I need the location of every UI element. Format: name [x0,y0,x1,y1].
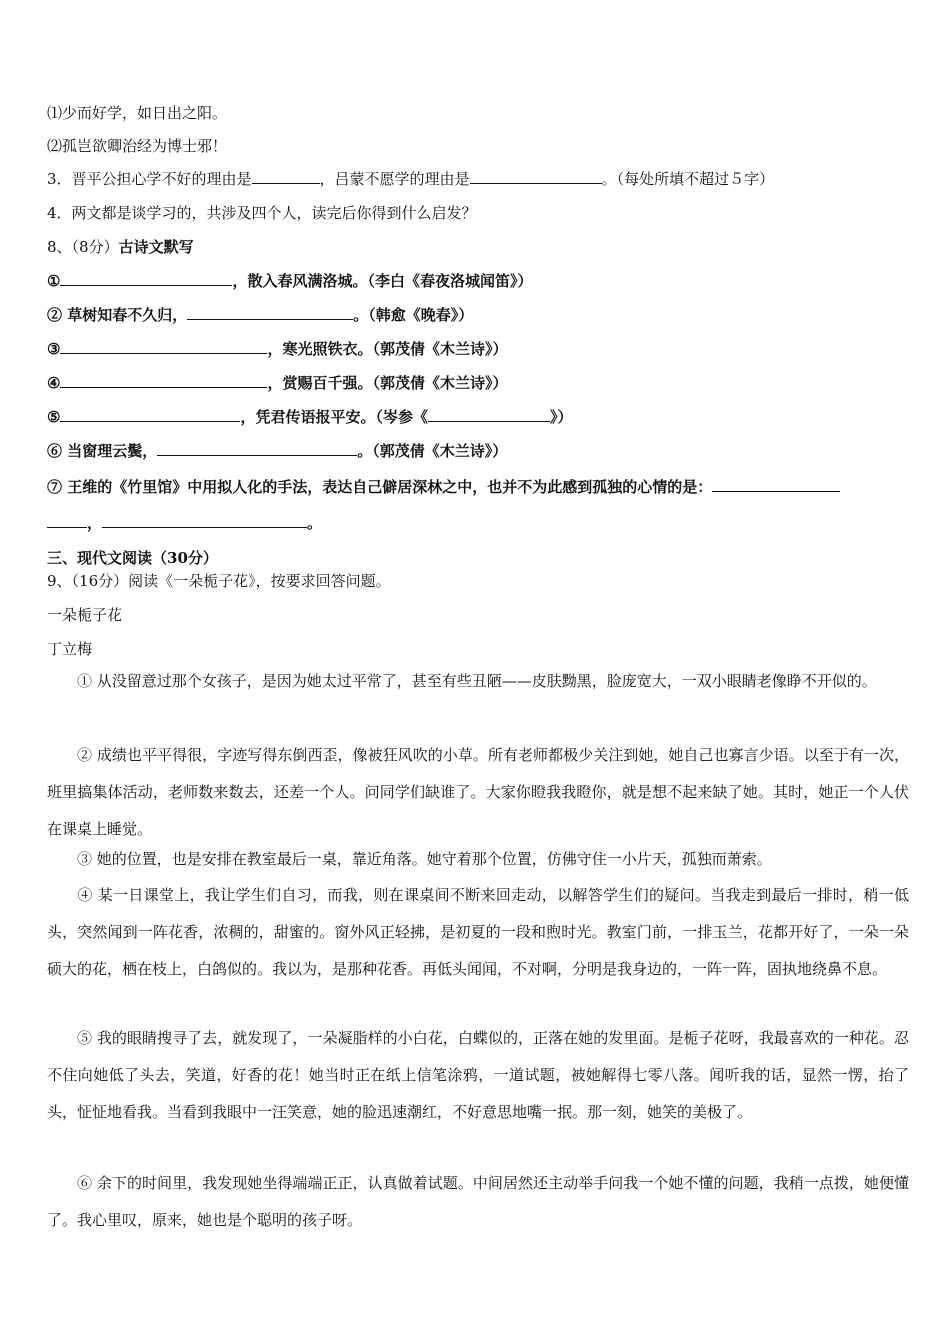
story-paragraph-5: ⑤ 我的眼睛搜寻了去，就发现了，一朵凝脂样的小白花，白蝶似的，正落在她的发里面。是栀子花呀，我最喜欢的一种花。忍不住向她低了头去，笑道，好香的花！她当时正在纸上信笔涂鸦，一道试题，被她解得七零八落。闻听我的话，显然一愣，抬了头，怔怔地看我。当看到我眼中一汪笑意，她的脸迅速潮红，不好意思地嘴一抿。那一刻，她笑的美极了。 [47,1029,909,1121]
question-9: 9、（16分）阅读《一朵栀子花》，按要求回答问题。 [47,572,391,590]
story-paragraph-2: ② 成绩也平平得很，字迹写得东倒西歪，像被狂风吹的小草。所有老师都极少关注到她，她自己也寡言少语。以至于有一次，班里搞集体活动，老师数来数去，还差一个人。问同学们缺谁了。大家你瞪我我瞪你，就是想不起来缺了她。其时，她正一个人伏在课桌上睡觉。 [47,746,909,838]
story-paragraph-3: ③ 她的位置，也是安排在教室最后一桌，靠近角落。她守着那个位置，仿佛守住一小片天，孤独而萧索。 [77,850,772,868]
answer-blank[interactable] [60,373,267,388]
q8-line-3: ③ ，寒光照铁衣。（郭茂倩《木兰诗》） [47,340,508,358]
q8-line-6: ⑥ 当窗理云鬓， 。（郭茂倩《木兰诗》） [47,442,508,460]
story-author: 丁立梅 [47,640,93,658]
answer-blank[interactable] [102,513,307,528]
q7-item-2: ⑵孤岂欲卿治经为博士邪！ [47,137,228,155]
answer-blank[interactable] [187,305,353,320]
answer-blank[interactable] [60,339,267,354]
answer-blank[interactable] [157,441,357,456]
q8-line-4: ④ ，赏赐百千强。（郭茂倩《木兰诗》） [47,374,508,392]
q8-line-7: ⑦ 王维的《竹里馆》中用拟人化的手法，表达自己僻居深林之中，也并不为此感到孤独的心情的是： [47,477,840,497]
q8-line-7-continued: ， 。 [47,513,322,533]
story-paragraph-4: ④ 某一日课堂上，我让学生们自习，而我，则在课桌间不断来回走动，以解答学生们的疑问。当我走到最后一排时，稍一低头，突然闻到一阵花香，浓稠的，甜蜜的。窗外风正轻拂，是初夏的一段和煦时光。教室门前，一排玉兰，花都开好了，一朵一朵硕大的花，栖在枝上，白鸽似的。我以为，是那种花香。再低头闻闻，不对啊，分明是我身边的，一阵一阵，固执地绕鼻不息。 [47,886,909,978]
answer-blank[interactable] [60,407,240,422]
story-paragraph-1: ① 从没留意过那个女孩子，是因为她太过平常了，甚至有些丑陋——皮肤黝黑，脸庞宽大，一双小眼睛老像睁不开似的。 [77,672,877,690]
q8-header: 8、（8分）古诗文默写 [47,238,194,256]
section-3-title: 三、现代文阅读（30分） [47,549,218,567]
q8-line-1: ① ，散入春风满洛城。（李白《春夜洛城闻笛》） [47,272,533,290]
q8-line-5: ⑤ ，凭君传语报平安。（岑参《 》） [47,408,573,426]
answer-blank[interactable] [428,407,550,422]
question-3: 3．晋平公担心学不好的理由是 ，吕蒙不愿学的理由是 。（每处所填不超过５字） [47,170,775,188]
q7-item-1: ⑴少而好学，如日出之阳。 [47,104,228,122]
story-title: 一朵栀子花 [47,606,123,624]
story-paragraph-6: ⑥ 余下的时间里，我发现她坐得端端正正，认真做着试题。中间居然还主动举手问我一个她不懂的问题，我稍一点拨，她便懂了。我心里叹，原来，她也是个聪明的孩子呀。 [47,1174,909,1229]
q8-line-2: ② 草树知春不久归， 。（韩愈《晚春》） [47,306,474,324]
answer-blank[interactable] [47,513,87,528]
answer-blank[interactable] [712,477,840,492]
question-4: 4．两文都是谈学习的，共涉及四个人，读完后你得到什么启发？ [47,204,477,222]
answer-blank[interactable] [60,271,232,286]
answer-blank[interactable] [470,169,602,184]
answer-blank[interactable] [252,169,320,184]
